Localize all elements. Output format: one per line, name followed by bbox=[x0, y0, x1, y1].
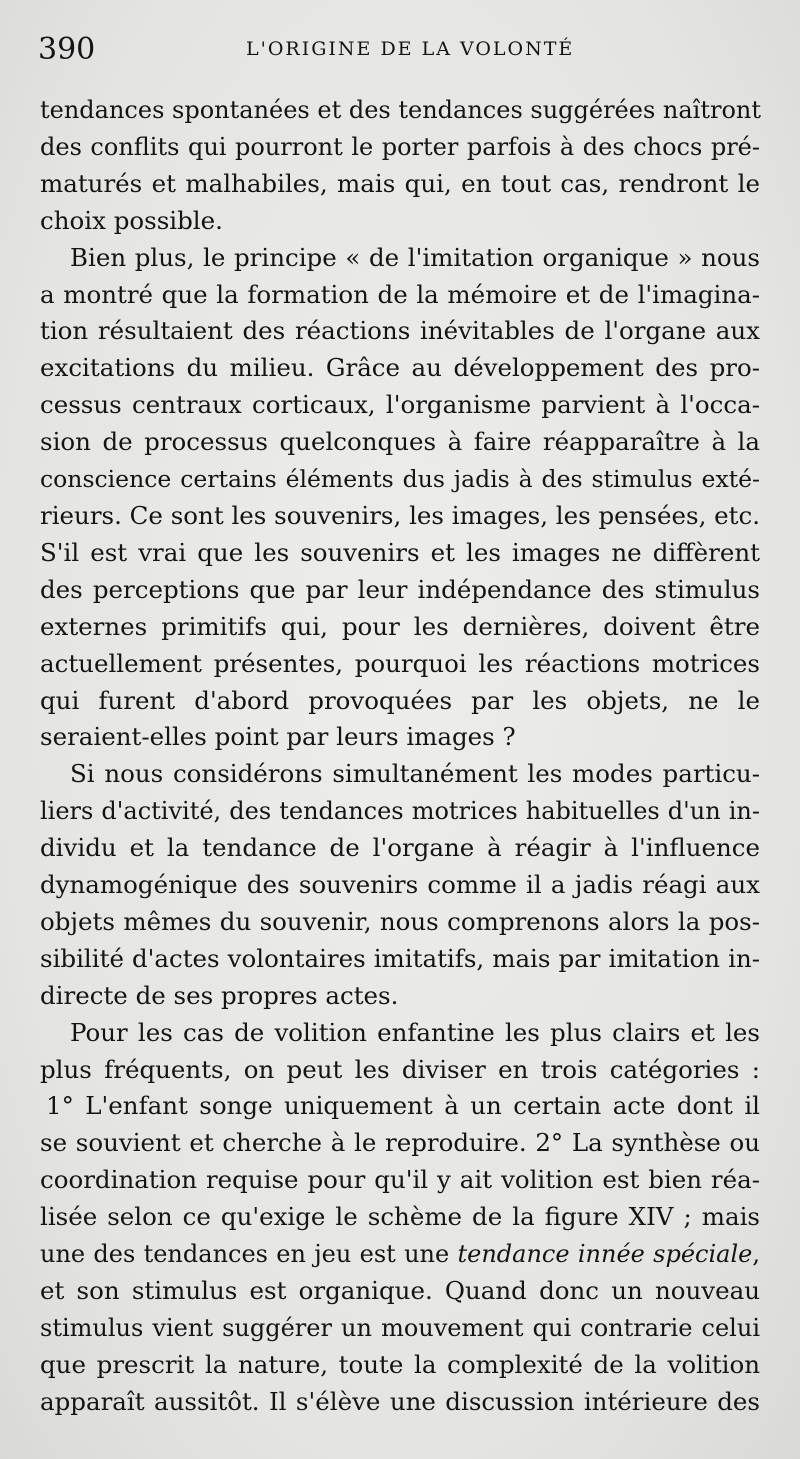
text-line: apparaît aussitôt. Il s'élève une discussion intérieure des bbox=[40, 1386, 760, 1416]
text-line: excitations du milieu. Grâce au développement des pro- bbox=[40, 353, 760, 383]
text-line: et son stimulus est organique. Quand donc un nouveau bbox=[40, 1276, 760, 1305]
text-line: choix possible. bbox=[40, 205, 223, 235]
text-line: dividu et la tendance de l'organe à réagir à l'influence bbox=[40, 833, 760, 863]
italic-phrase: tendance innée spéciale bbox=[457, 1240, 753, 1269]
text-line: plus fréquents, on peut les diviser en trois catégories : bbox=[40, 1054, 760, 1084]
body-text bbox=[40, 92, 760, 1421]
text-line: des perceptions que par leur indépendance des stimulus bbox=[40, 574, 760, 604]
text-line: stimulus vient suggérer un mouvement qui contrarie celui bbox=[40, 1313, 760, 1342]
paragraph-start-line: Bien plus, le principe « de l'imitation organique » nous bbox=[70, 242, 760, 272]
text-line: sion de processus quelconques à faire réapparaître à la bbox=[40, 427, 760, 457]
text-line: lisée selon ce qu'exige le schème de la figure XIV ; mais bbox=[40, 1202, 760, 1232]
text-line-with-italic bbox=[40, 1236, 760, 1273]
text-line: se souvient et cherche à le reproduire. 2° La synthèse ou bbox=[40, 1128, 760, 1158]
text-line: que prescrit la nature, toute la complexité de la volition bbox=[40, 1349, 760, 1379]
paragraph-start-line: Si nous considérons simultanément les modes particu- bbox=[70, 759, 760, 789]
text-line: dynamogénique des souvenirs comme il a jadis réagi aux bbox=[40, 870, 760, 900]
text-line: seraient-elles point par leurs images ? bbox=[40, 722, 516, 752]
text-segment: , bbox=[752, 1240, 760, 1269]
text-line: actuellement présentes, pourquoi les réactions motrices bbox=[40, 648, 760, 678]
text-line: coordination requise pour qu'il y ait volition est bien réa- bbox=[40, 1165, 760, 1195]
text-line: externes primitifs qui, pour les dernières, doivent être bbox=[40, 611, 760, 641]
text-line: qui furent d'abord provoquées par les objets, ne le bbox=[40, 685, 760, 715]
text-line: directe de ses propres actes. bbox=[40, 980, 399, 1010]
running-head bbox=[0, 28, 800, 68]
text-line: objets mêmes du souvenir, nous comprenons alors la pos- bbox=[40, 906, 760, 936]
page-number: 390 bbox=[38, 32, 96, 67]
text-line: sibilité d'actes volontaires imitatifs, mais par imitation in- bbox=[40, 943, 760, 973]
text-segment: une des tendances en jeu est une bbox=[40, 1240, 458, 1269]
text-line: cessus centraux corticaux, l'organisme parvient à l'occa- bbox=[40, 390, 760, 420]
text-line: rieurs. Ce sont les souvenirs, les images, les pensées, etc. bbox=[40, 500, 760, 530]
text-line: 1° L'enfant songe uniquement à un certain acte dont il bbox=[46, 1091, 760, 1121]
text-line: a montré que la formation de la mémoire et de l'imagina- bbox=[40, 279, 760, 309]
text-line: tendances spontanées et des tendances suggérées naîtront bbox=[40, 96, 762, 124]
text-line: conscience certains éléments dus jadis à des stimulus exté- bbox=[40, 465, 760, 494]
text-line: S'il est vrai que les souvenirs et les images ne diffèrent bbox=[40, 537, 760, 567]
paragraph-start-line: Pour les cas de volition enfantine les plus clairs et les bbox=[70, 1017, 760, 1047]
text-line: des conflits qui pourront le porter parfois à des chocs pré- bbox=[40, 132, 760, 161]
text-line: tion résultaient des réactions inévitables de l'organe aux bbox=[40, 316, 760, 346]
running-title: L'ORIGINE DE LA VOLONTÉ bbox=[246, 38, 575, 60]
text-line: liers d'activité, des tendances motrices habituelles d'un in- bbox=[40, 797, 760, 826]
text-line: maturés et malhabiles, mais qui, en tout cas, rendront le bbox=[40, 168, 760, 198]
